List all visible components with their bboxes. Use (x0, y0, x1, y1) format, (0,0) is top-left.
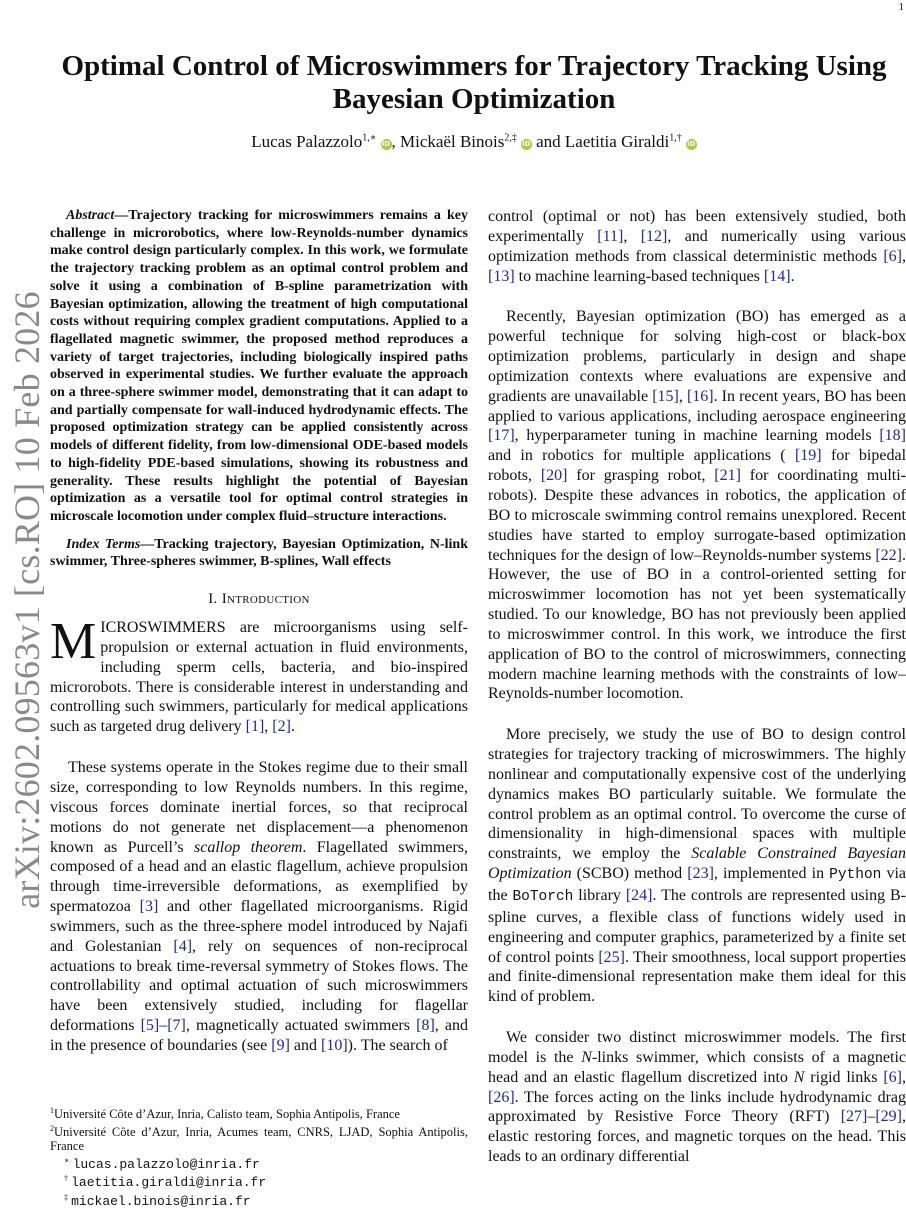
paragraph-text: These systems operate in the Stokes regime due to their small size, corresponding to low Reynolds numbers. In this regime, viscous forces dominate inertial forces, so that reciprocal motions do not generate net displacement—a phenomenon known as Purcell’s (50, 759, 468, 856)
footnote-mark: † (64, 1174, 68, 1184)
paragraph-text: and other flagellated microorganisms. Rigid swimmers, such as the three-sphere model introduced by Najafi and Golestanian (50, 898, 468, 955)
paragraph-text: . Flagellated swimmers, composed of a head and an elastic flagellum, achieve propulsion through time-irreversible deformations, as exemplified by spermatozoa (50, 838, 468, 916)
paragraph-text: to machine learning-based techniques (514, 267, 764, 285)
affiliation-footnote (50, 1122, 468, 1154)
email-footnote (50, 1172, 468, 1191)
abstract-text: —Trajectory tracking for microswimmers remains a key challenge in microrobotics, where low-Reynolds-number dynamics make control design particularly complex. In this work, we formulate the trajectory tracking problem as an optimal control problem and solve it using a combination of B-spline parametrization with Bayesian optimization, allowing the treatment of high computational costs without requiring complex gradient computations. Applied to a flagellated magnetic swimmer, the proposed method reproduces a variety of target trajectories, including biologically inspired paths observed in experimental studies. We further evaluate the approach on a three-sphere swimmer model, demonstrating that it can adapt to and partially compensate for wall-induced hydrodynamic effects. The proposed optimization strategy can be applied consistently across models of different fidelity, from low-dimensional ODE-based models to high-fidelity PDE-based simulations, showing its robustness and generality. These results highlight the potential of Bayesian optimization as a versatile tool for optimal control strategies in microscale locomotion under complex fluid–structure interactions. (50, 208, 468, 524)
scallop-theorem-term: scallop theorem (193, 838, 303, 856)
author-separator: , (391, 132, 400, 151)
right-paragraph-2 (488, 725, 906, 1007)
paragraph-text: We consider two distinct microswimmer models. The first model is the (488, 1029, 906, 1066)
n-symbol: N (581, 1048, 592, 1066)
footnote-mark: 1 (50, 1106, 54, 1115)
author-affiliation-mark: 1,∗ (362, 132, 377, 144)
citation-link[interactable]: [5] (140, 1017, 160, 1035)
citation-link[interactable]: [8] (416, 1017, 435, 1035)
footnote-text: Université Côte d’Azur, Inria, Calisto team, Sophia Antipolis, France (54, 1107, 400, 1122)
page-number: 1 (898, 1, 904, 13)
paragraph-text: More precisely, we study the use of BO to design control strategies for trajectory tracking of microswimmers. The highly nonlinear and computationally expensive cost of the underlying dynamics makes BO particularly suitable. We formulate the control problem as an optimal control. To overcome the curse of dimensionality in high-dimensional spaces with multiple constraints, we employ the (488, 726, 906, 863)
paragraph-text: , rely on sequences of non-reciprocal actuations to break time-reversal symmetry of Stokes flows. The controllability and optimal actuation of such microswimmers have been extensively studied, including for flagellar deformations (50, 937, 468, 1035)
section-title: Introduction (221, 591, 310, 608)
paragraph-text: for bipedal robots, (488, 447, 906, 485)
paragraph-text: ICROSWIMMERS are microorganisms using self-propulsion or external actuation in fluid environments, including sperm cells, bacteria, and bio-inspired microrobots. There is considerable interest in understanding and controlling such swimmers, particularly for medical applications such as targeted drug delivery (50, 619, 468, 736)
paragraph-text: and in robotics for multiple applications ( (488, 447, 795, 465)
email-footnote (50, 1191, 468, 1210)
paper-title: Optimal Control of Microswimmers for Trajectory Tracking Using Bayesian Optimization (61, 50, 887, 115)
email-link[interactable]: lucas.palazzolo@inria.fr (72, 1156, 260, 1172)
email-link[interactable]: laetitia.giraldi@inria.fr (71, 1175, 267, 1191)
paragraph-text: for coordinating multi-robots). Despite these advances in robotics, the application of BO to microscale swimming control remains unexplored. Recent studies have started to employ surrogate-based optimization techniques for the design of low–Reynolds-number systems (488, 467, 906, 564)
intro-paragraph-1: MICROSWIMMERS are microorganisms using self-propulsion or external actuation in fluid environments, including sperm cells, bacteria, and bio-inspired microrobots. There is considerable interest in understanding and controlling such swimmers, particularly for medical applications such as targeted drug delivery [1], [2]. (50, 613, 468, 736)
email-link[interactable]: mickael.binois@inria.fr (71, 1194, 251, 1210)
orcid-icon[interactable]: iD (381, 140, 391, 148)
intro-paragraph-2: These systems operate in the Stokes regime due to their small size, corresponding to low Reynolds numbers. In this regime, viscous forces dominate inertial forces, so that reciprocal motions do not generate net displacement—a phenomenon known as Purcell’s scallop theorem. Flagellated swimmers, composed of a head and an elastic flagellum, achieve propulsion through time-irreversible deformations, as exemplified by spermatozoa [3] and other flagellated microorganisms. Rigid swimmers, such as the three-sphere model introduced by Najafi and Golestanian [4], rely on sequences of non-reciprocal actuations to break time-reversal symmetry of Stokes flows. The controllability and optimal actuation of such microswimmers have been extensively studied, including for flagellar deformations [5]–[7], magnetically actuated swimmers [8], and in the presence of boundaries (see [9] and [10]). The search of (50, 759, 468, 1054)
paragraph-text: , and numerically using various optimization methods from classical deterministic methods (488, 227, 906, 265)
citation-link[interactable]: [2] (272, 718, 291, 736)
citation-link[interactable]: [17] (488, 427, 515, 445)
citation-link[interactable]: [23] (687, 865, 714, 883)
citation-link[interactable]: [25] (598, 948, 625, 966)
left-column (50, 207, 468, 1077)
citation-link[interactable]: [1] (245, 718, 265, 736)
index-terms-text: —Tracking trajectory, Bayesian Optimization, N-link swimmer, Three-spheres swimmer, B-splines, Wall effects (50, 536, 468, 570)
citation-link[interactable]: [11] (597, 227, 624, 245)
paragraph-text: , hyperparameter tuning in machine learning models (514, 427, 880, 445)
paragraph-text: , elastic restoring forces, and magnetic torques on the head. This leads to an ordinary differential (488, 1108, 906, 1166)
drop-cap: M (50, 613, 97, 671)
citation-link[interactable]: [6] (883, 1068, 902, 1086)
right-paragraph-3: We consider two distinct microswimmer models. The first model is the N-links swimmer, which consists of a magnetic head and an elastic flagellum discretized into N rigid links [6], [26]. The forces acting on the links include hydrodynamic drag approximated by Resistive Force Theory (RFT) [27]–[29], elastic restoring forces, and magnetic torques on the head. This leads to an ordinary differential (488, 1029, 906, 1166)
orcid-icon[interactable]: iD (522, 140, 531, 148)
botorch-term: BoTorch (512, 889, 574, 905)
index-terms-label: Index Terms (66, 536, 141, 552)
citation-link[interactable]: [27] (840, 1108, 868, 1126)
right-paragraph-1: Recently, Bayesian optimization (BO) has emerged as a powerful technique for solving high-cost or black-box optimization problems, particularly in design and shape optimization contexts where evaluations are expensive and gradients are unavailable [15], [16]. In recent years, BO has been applied to various applications, including aerospace engineering [17], hyperparameter tuning in machine learning models [18] and in robotics for multiple applications ( [19] for bipedal robots, [20] for grasping robot, [21] for coordinating multi-robots). Despite these advances in robotics, the application of BO to microscale swimming control remains unexplored. Recent studies have started to employ surrogate-based optimization techniques for the design of low–Reynolds-number systems [22]. However, the use of BO in a control-oriented setting for microswimmer locomotion has not yet been systematically studied. To our knowledge, BO has not previously been applied to microswimmer control. In this work, we introduce the first application of BO to the control of microswimmers, connecting modern machine learning methods with the constraints of low–Reynolds-number locomotion. (488, 308, 906, 703)
right-paragraph-0: control (optimal or not) has been extensively studied, both experimentally [11], [12], and numerically using various optimization methods from classical deterministic methods [6], [13] to machine learning-based techniques [14]. (488, 208, 906, 285)
citation-link[interactable]: [20] (540, 467, 568, 485)
paragraph-text: . In recent years, BO has been applied to various applications, including aerospace engineering (488, 387, 906, 425)
abstract-label: Abstract (66, 208, 115, 223)
paragraph-text: for grasping robot, (567, 467, 715, 485)
paragraph-text: -links swimmer, which consists of a magnetic head and an elastic flagellum discretized into (488, 1048, 906, 1086)
paragraph-text: library (573, 887, 626, 904)
paragraph-text: , implemented in (713, 865, 830, 883)
paragraph-text: rigid links (804, 1068, 884, 1086)
footnote-mark: 2 (50, 1123, 54, 1133)
citation-link[interactable]: [18] (879, 427, 906, 445)
citation-link[interactable]: [15] (652, 387, 679, 405)
citation-link[interactable]: [19] (794, 447, 822, 465)
footnote-text: Université Côte d’Azur, Inria, Acumes team, CNRS, LJAD, Sophia Antipolis, France (50, 1124, 468, 1154)
orcid-icon[interactable]: iD (687, 140, 696, 148)
author-name: Lucas Palazzolo (251, 132, 363, 151)
author-conjunction: and (536, 132, 561, 151)
citation-link[interactable]: [13] (488, 267, 515, 285)
abstract (50, 207, 468, 526)
footnote-mark: ∗ (64, 1155, 70, 1165)
scbo-term: Scalable Constrained Bayesian Optimization (488, 845, 906, 883)
author-affiliation-mark: 1,† (669, 132, 682, 144)
section-heading (50, 591, 468, 608)
paragraph-text: via the (488, 865, 906, 904)
citation-link[interactable]: [4] (173, 937, 193, 955)
email-footnote (50, 1154, 468, 1173)
section-numeral: I. (208, 591, 218, 608)
right-column (488, 207, 906, 1188)
author-name: Laetitia Giraldi (564, 132, 670, 151)
footnotes (50, 1104, 468, 1210)
affiliation-footnote (50, 1104, 468, 1122)
citation-link[interactable]: [22] (875, 546, 902, 564)
paragraph-text: . The forces acting on the links include hydrodynamic drag approximated by Resistive Force Theory (RFT) (488, 1088, 906, 1126)
citation-link[interactable]: [12] (640, 227, 668, 245)
citation-link[interactable]: [6] (883, 247, 902, 265)
citation-link[interactable]: [24] (625, 887, 653, 904)
citation-link[interactable]: [26] (488, 1088, 515, 1106)
paragraph-text: ). The search of (347, 1036, 448, 1054)
citation-link[interactable]: [16] (686, 387, 714, 405)
footnote-mark: ‡ (64, 1193, 68, 1203)
paragraph-text: control (optimal or not) has been extensively studied, both experimentally (488, 208, 906, 245)
paragraph-text: Recently, Bayesian optimization (BO) has emerged as a powerful technique for solving high-cost or black-box optimization problems, particularly in design and shape optimization contexts where evaluations are expensive and gradients are unavailable (488, 308, 906, 405)
paragraph-text: . The controls are represented using B-spline curves, a flexible class of functions widely used in engineering and computer graphics, parameterized by a finite set of control points (488, 887, 906, 966)
paragraph-text: , and in the presence of boundaries (see (50, 1017, 468, 1054)
citation-link[interactable]: [10] (321, 1036, 348, 1054)
author-name: Mickaël Binois (400, 132, 505, 151)
python-term: Python (829, 867, 882, 884)
citation-link[interactable]: [14] (763, 267, 791, 285)
citation-link[interactable]: [21] (714, 467, 741, 485)
citation-link[interactable]: [29] (875, 1108, 902, 1126)
citation-link[interactable]: [9] (271, 1036, 290, 1054)
author-affiliation-mark: 2,‡ (504, 132, 517, 144)
paragraph-text: , magnetically actuated swimmers (185, 1017, 417, 1035)
index-terms (50, 536, 468, 571)
arxiv-stamp: arXiv:2602.09563v1 [cs.RO] 10 Feb 2026 (7, 291, 47, 909)
n-symbol: N (793, 1068, 805, 1086)
paragraph-text: . However, the use of BO in a control-oriented setting for microswimmer locomotion has not yet been systematically studied. To our knowledge, BO has not previously been applied to microswimmer control. In this work, we introduce the first application of BO to the control of microswimmers, connecting modern machine learning methods with the constraints of low–Reynolds-number locomotion. (488, 546, 906, 703)
paragraph-text: . Their smoothness, local support properties and finite-dimensional representation make them ideal for this kind of problem. (488, 948, 906, 1006)
author-list (60, 132, 888, 152)
citation-link[interactable]: [7] (167, 1017, 186, 1035)
citation-link[interactable]: [3] (139, 898, 159, 916)
paragraph-text: (SCBO) method (571, 865, 688, 883)
